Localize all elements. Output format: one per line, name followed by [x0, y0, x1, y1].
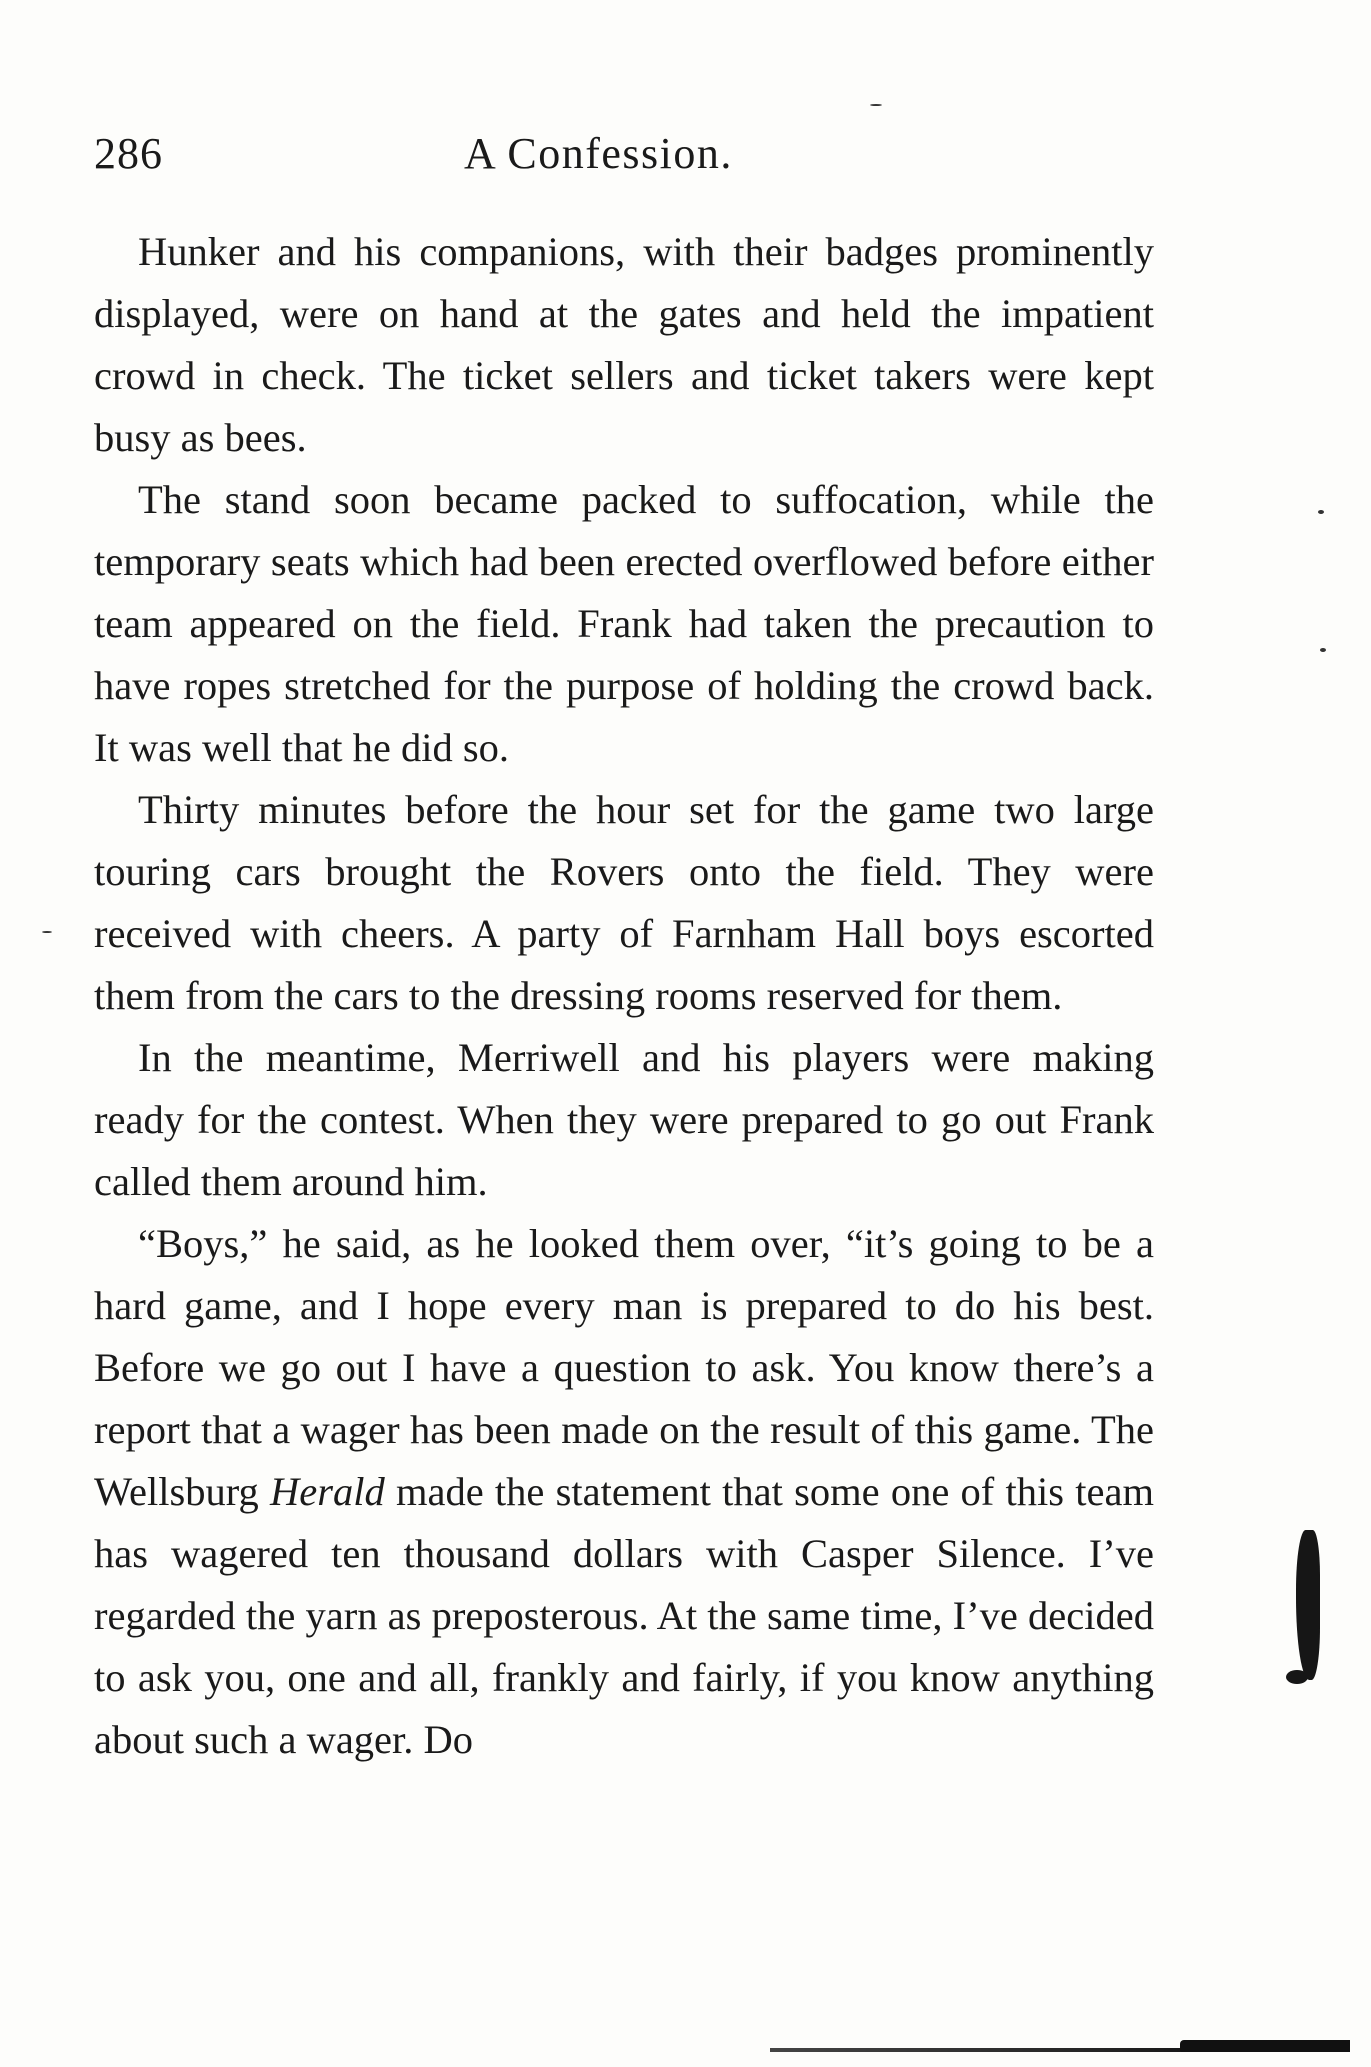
- scan-edge-shadow: [1180, 2040, 1350, 2052]
- paragraph-text: “Boys,” he said, as he looked them over, “it’s going to be a hard game, and I hope every man is prepared to do his best. Before we go out I have a question to ask. You know there’s a report that a wager has been made on the result of this game. The Wellsburg: [94, 1221, 1154, 1514]
- paragraph-text: made the statement that some one of this team has wagered ten thousand dollars with Casper Silence. I’ve regarded the yarn as preposterous. At the same time, I’ve decided to ask you, one and all, frankly and fairly, if you know anything about such a wager. Do: [94, 1469, 1154, 1762]
- page-number: 286: [94, 129, 163, 178]
- paragraph: In the meantime, Merriwell and his players were making ready for the contest. When they were prepared to go out Frank called them around him.: [94, 1035, 1154, 1204]
- paragraph: The stand soon became packed to suffocation, while the temporary seats which had been erected overflowed before either team appeared on the field. Frank had taken the precaution to have ropes stretched for the purpose of holding the crowd back. It was well that he did so.: [94, 477, 1154, 770]
- newspaper-title: Herald: [269, 1469, 385, 1514]
- running-title: A Confession.: [464, 129, 733, 178]
- scan-ink-blot: [1296, 1530, 1320, 1680]
- paragraph: [94, 1213, 1154, 1771]
- scan-speck: [42, 931, 52, 933]
- paragraph: Thirty minutes before the hour set for the game two large touring cars brought the Rovers onto the field. They were received with cheers. A party of Farnham Hall boys escorted them from the cars to the dressing rooms reserved for them.: [94, 787, 1154, 1018]
- body-text: [94, 221, 1154, 1771]
- scan-speck: [1320, 648, 1326, 652]
- paragraph: Hunker and his companions, with their badges prominently displayed, were on hand at the gates and held the impatient crowd in check. The ticket sellers and ticket takers were kept busy as bees.: [94, 229, 1154, 460]
- scan-speck: [870, 104, 882, 106]
- running-head: [94, 128, 1154, 188]
- scan-speck: [1318, 510, 1324, 514]
